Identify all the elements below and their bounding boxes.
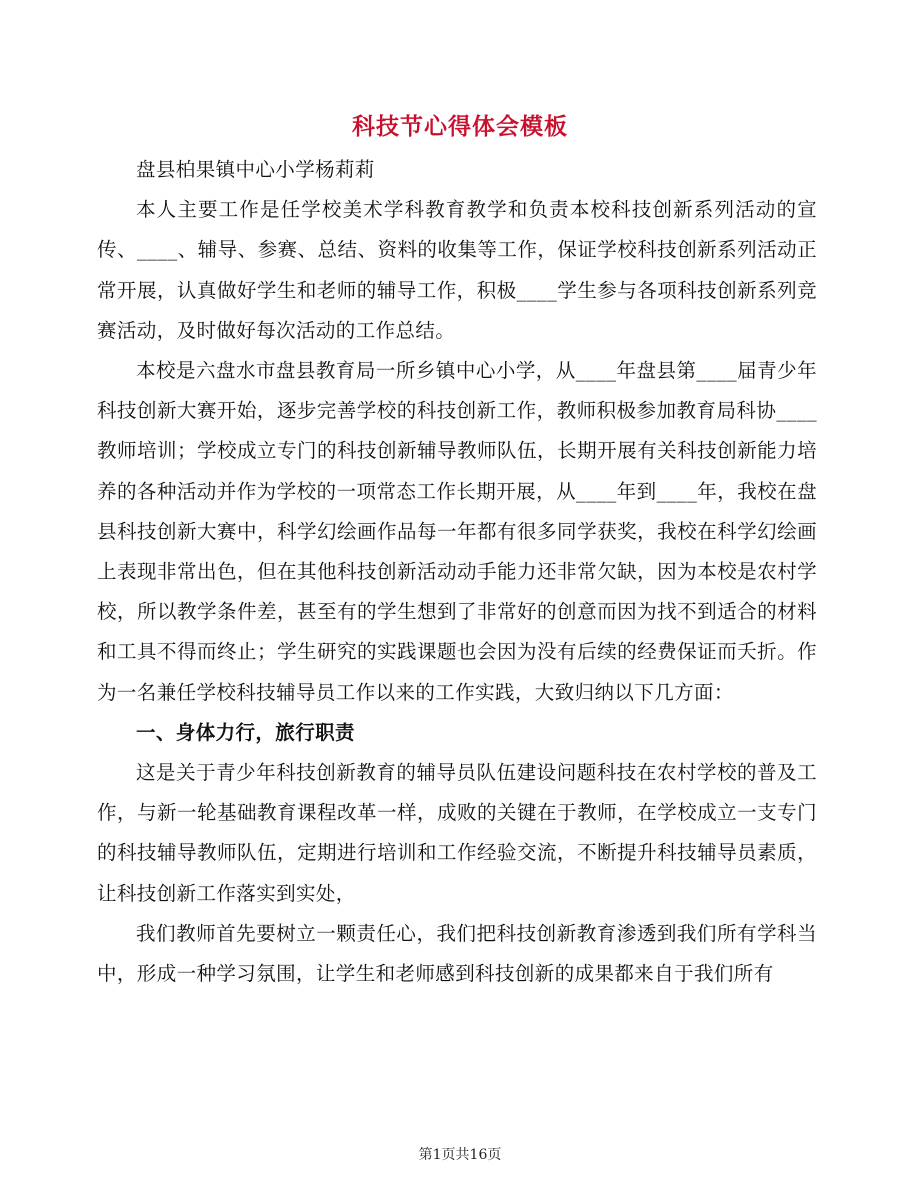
page-title: 科技节心得体会模板 bbox=[352, 113, 568, 140]
paragraph-4: 我们教师首先要树立一颗责任心，我们把科技创新教育渗透到我们所有学科当中，形成一种学习氛围，让学生和老师感到科技创新的成果都来自于我们所有 bbox=[97, 921, 817, 986]
paragraph-2: 本校是六盘水市盘县教育局一所乡镇中心小学，从____年盘县第____届青少年科技创新大赛开始，逐步完善学校的科技创新工作，教师积极参加教育局科协____教师培训；学校成立专门的科技创新辅导教师队伍，长期开展有关科技创新能力培养的各种活动并作为学校的一项常态工作长期开展，从____年到____年，我校在盘县科技创新大赛中，科学幻绘画作品每一年都有很多同学获奖，我校在科学幻绘画上表现非常出色，但在其他科技创新活动动手能力还非常欠缺，因为本校是农村学校，所以教学条件差，甚至有的学生想到了非常好的创意而因为找不到适合的材料和工具不得而终止；学生研究的实践课题也会因为没有后续的经费保证而夭折。作为一名兼任学校科技辅导员工作以来的工作实践，大致归纳以下几方面： bbox=[97, 359, 817, 704]
document-body bbox=[97, 150, 817, 994]
paragraph-1: 本人主要工作是任学校美术学科教育教学和负责本校科技创新系列活动的宣传、____、辅导、参赛、总结、资料的收集等工作，保证学校科技创新系列活动正常开展，认真做好学生和老师的辅导工作，积极____学生参与各项科技创新系列竞赛活动，及时做好每次活动的工作总结。 bbox=[97, 198, 817, 342]
author-line: 盘县柏果镇中心小学杨莉莉 bbox=[136, 158, 375, 181]
page-number: 第1页共16页 bbox=[418, 1147, 502, 1163]
paragraph-3: 这是关于青少年科技创新教育的辅导员队伍建设问题科技在农村学校的普及工作，与新一轮基础教育课程改革一样，成败的关键在于教师，在学校成立一支专门的科技辅导教师队伍，定期进行培训和工作经验交流，不断提升科技辅导员素质，让科技创新工作落实到实处， bbox=[97, 761, 817, 905]
section-heading: 一、身体力行，旅行职责 bbox=[136, 720, 355, 744]
